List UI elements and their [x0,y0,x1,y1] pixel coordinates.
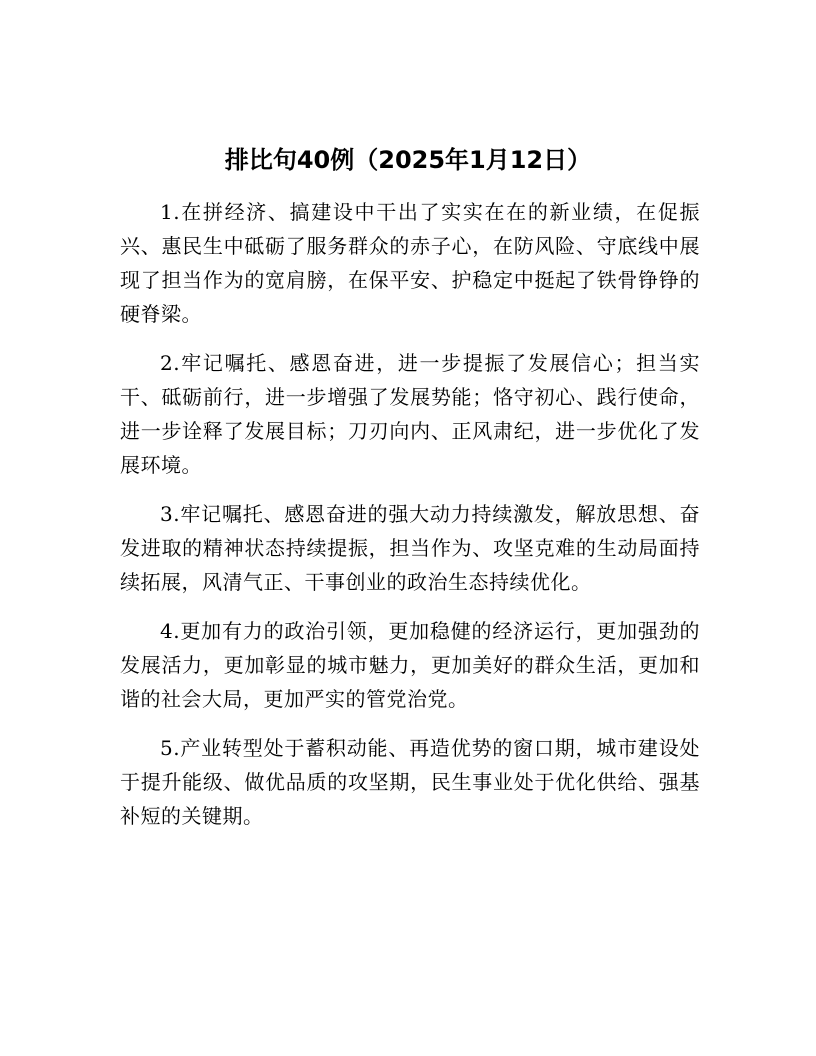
paragraph-4: 4.更加有力的政治引领，更加稳健的经济运行，更加强劲的发展活力，更加彰显的城市魅力，更加美好的群众生活，更加和谐的社会大局，更加严实的管党治党。 [120,619,700,711]
document-title: 排比句40例（2025年1月12日） [224,146,592,174]
paragraph-5: 5.产业转型处于蓄积动能、再造优势的窗口期，城市建设处于提升能级、做优品质的攻坚期，民生事业处于优化供给、强基补短的关键期。 [120,736,700,828]
paragraph-2: 2.牢记嘱托、感恩奋进，进一步提振了发展信心；担当实干、砥砺前行，进一步增强了发展势能；恪守初心、践行使命，进一步诠释了发展目标；刀刃向内、正风肃纪，进一步优化了发展环境。 [120,351,700,477]
paragraph-1: 1.在拼经济、搞建设中干出了实实在在的新业绩，在促振兴、惠民生中砥砺了服务群众的赤子心，在防风险、守底线中展现了担当作为的宽肩膀，在保平安、护稳定中挺起了铁骨铮铮的硬脊梁。 [120,200,700,326]
document-body [120,195,700,848]
paragraph-3: 3.牢记嘱托、感恩奋进的强大动力持续激发，解放思想、奋发进取的精神状态持续提振，担当作为、攻坚克难的生动局面持续拓展，风清气正、干事创业的政治生态持续优化。 [120,502,700,594]
